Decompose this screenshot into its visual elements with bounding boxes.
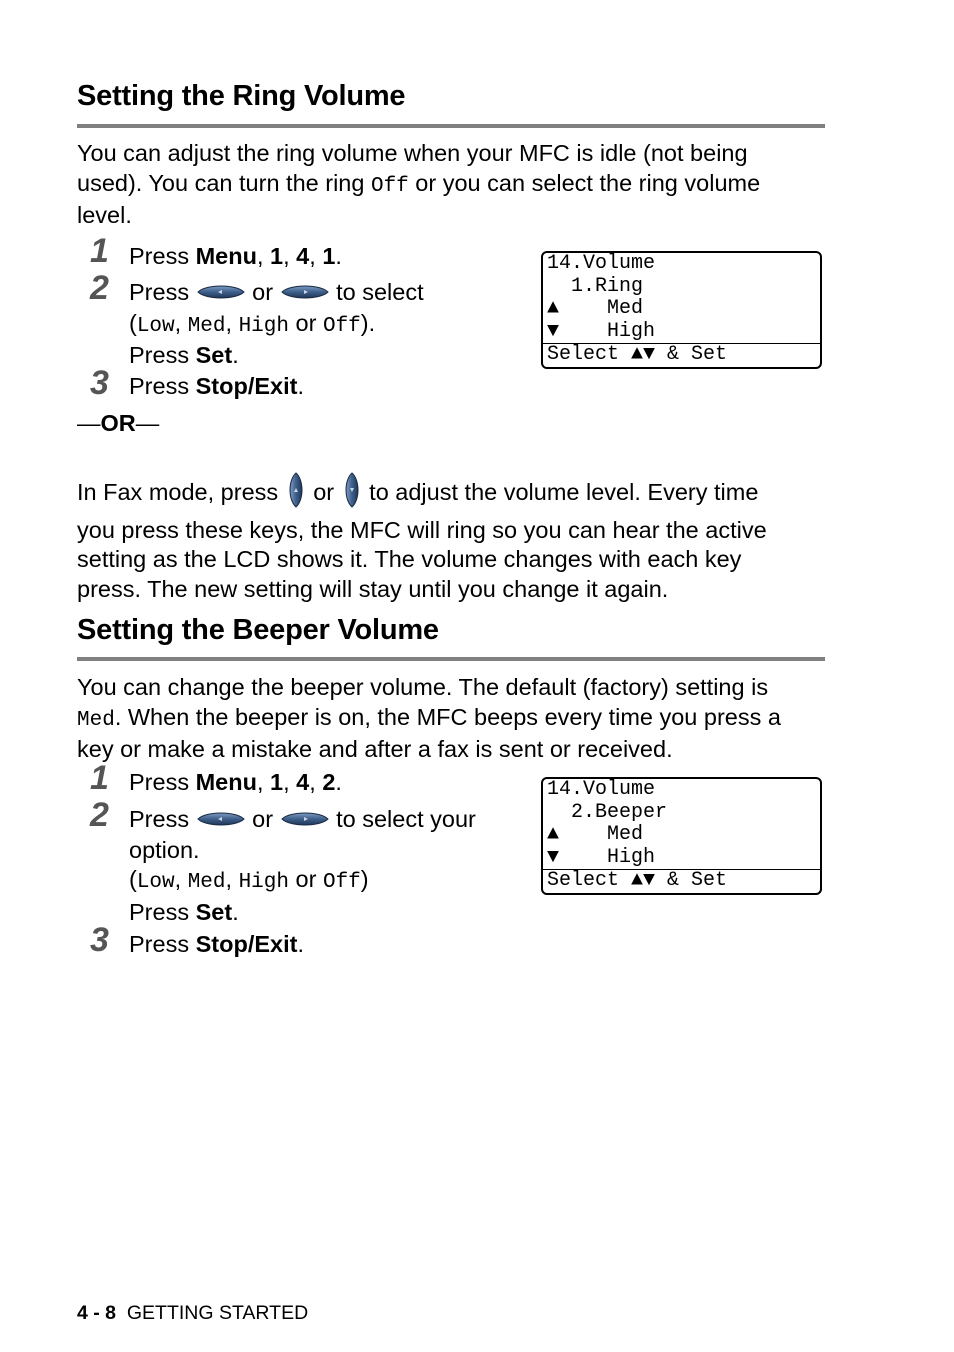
volume-down-key-icon <box>341 472 363 516</box>
step-text: Press or to select (Low, Med, High or Off). Press Set. <box>129 279 424 369</box>
page-footer <box>77 1302 308 1325</box>
fax-mode-paragraph: In Fax mode, press or to adjust the volume level. Every time you press these keys, the MFC will ring so you can hear the active setting as the LCD shows it. The volume changes with each key press. The new setting will stay until you change it again. <box>77 472 837 604</box>
ring-intro-paragraph: You can adjust the ring volume when your MFC is idle (not being used). You can turn the ring Off or you can select the ring volume level. <box>77 140 761 228</box>
step-number: 1 <box>90 759 109 797</box>
volume-up-key-icon <box>285 472 307 516</box>
up-arrow-icon: ▲ <box>547 297 560 321</box>
step-number: 2 <box>90 269 109 307</box>
left-arrow-key-icon <box>196 806 246 836</box>
step-number: 1 <box>90 232 109 270</box>
step-text: Press Stop/Exit. <box>129 931 304 957</box>
step-number: 3 <box>90 921 109 959</box>
chapter-title: GETTING STARTED <box>126 1302 309 1324</box>
step-number: 2 <box>90 796 109 834</box>
beeper-intro-paragraph: You can change the beeper volume. The default (factory) setting is Med. When the beeper is on, the MFC beeps every time you press a key or make a mistake and after a fax is sent or received. <box>77 674 781 762</box>
code-med: Med <box>77 708 115 732</box>
or-divider: —OR— <box>77 410 160 436</box>
right-arrow-key-icon <box>280 806 330 836</box>
code-off: Off <box>370 174 409 198</box>
section-title-ring-volume: Setting the Ring Volume <box>77 80 406 112</box>
step-text: Press Menu, 1, 4, 2. <box>129 769 342 795</box>
down-arrow-icon: ▼ <box>547 319 560 343</box>
lcd-display-beeper: 14.Volume 2.Beeper ▲ Med ▼ High Select ▲▼ & Set <box>541 777 822 895</box>
right-arrow-key-icon <box>280 279 330 309</box>
step-text: Press Menu, 1, 4, 1. <box>129 243 342 269</box>
section-rule <box>77 124 825 128</box>
lcd-display-ring: 14.Volume 1.Ring ▲ Med ▼ High Select ▲▼ & Set <box>541 251 822 369</box>
page-number: 4 - 8 <box>77 1302 117 1324</box>
up-arrow-icon: ▲ <box>547 823 560 847</box>
step-number: 3 <box>90 364 109 402</box>
step-text: Press or to select your option. (Low, Med, High or Off) Press Set. <box>129 806 476 925</box>
step-text: Press Stop/Exit. <box>129 373 304 399</box>
down-arrow-icon: ▼ <box>547 845 560 869</box>
left-arrow-key-icon <box>196 279 246 309</box>
section-rule <box>77 657 825 661</box>
section-title-beeper-volume: Setting the Beeper Volume <box>77 614 439 646</box>
